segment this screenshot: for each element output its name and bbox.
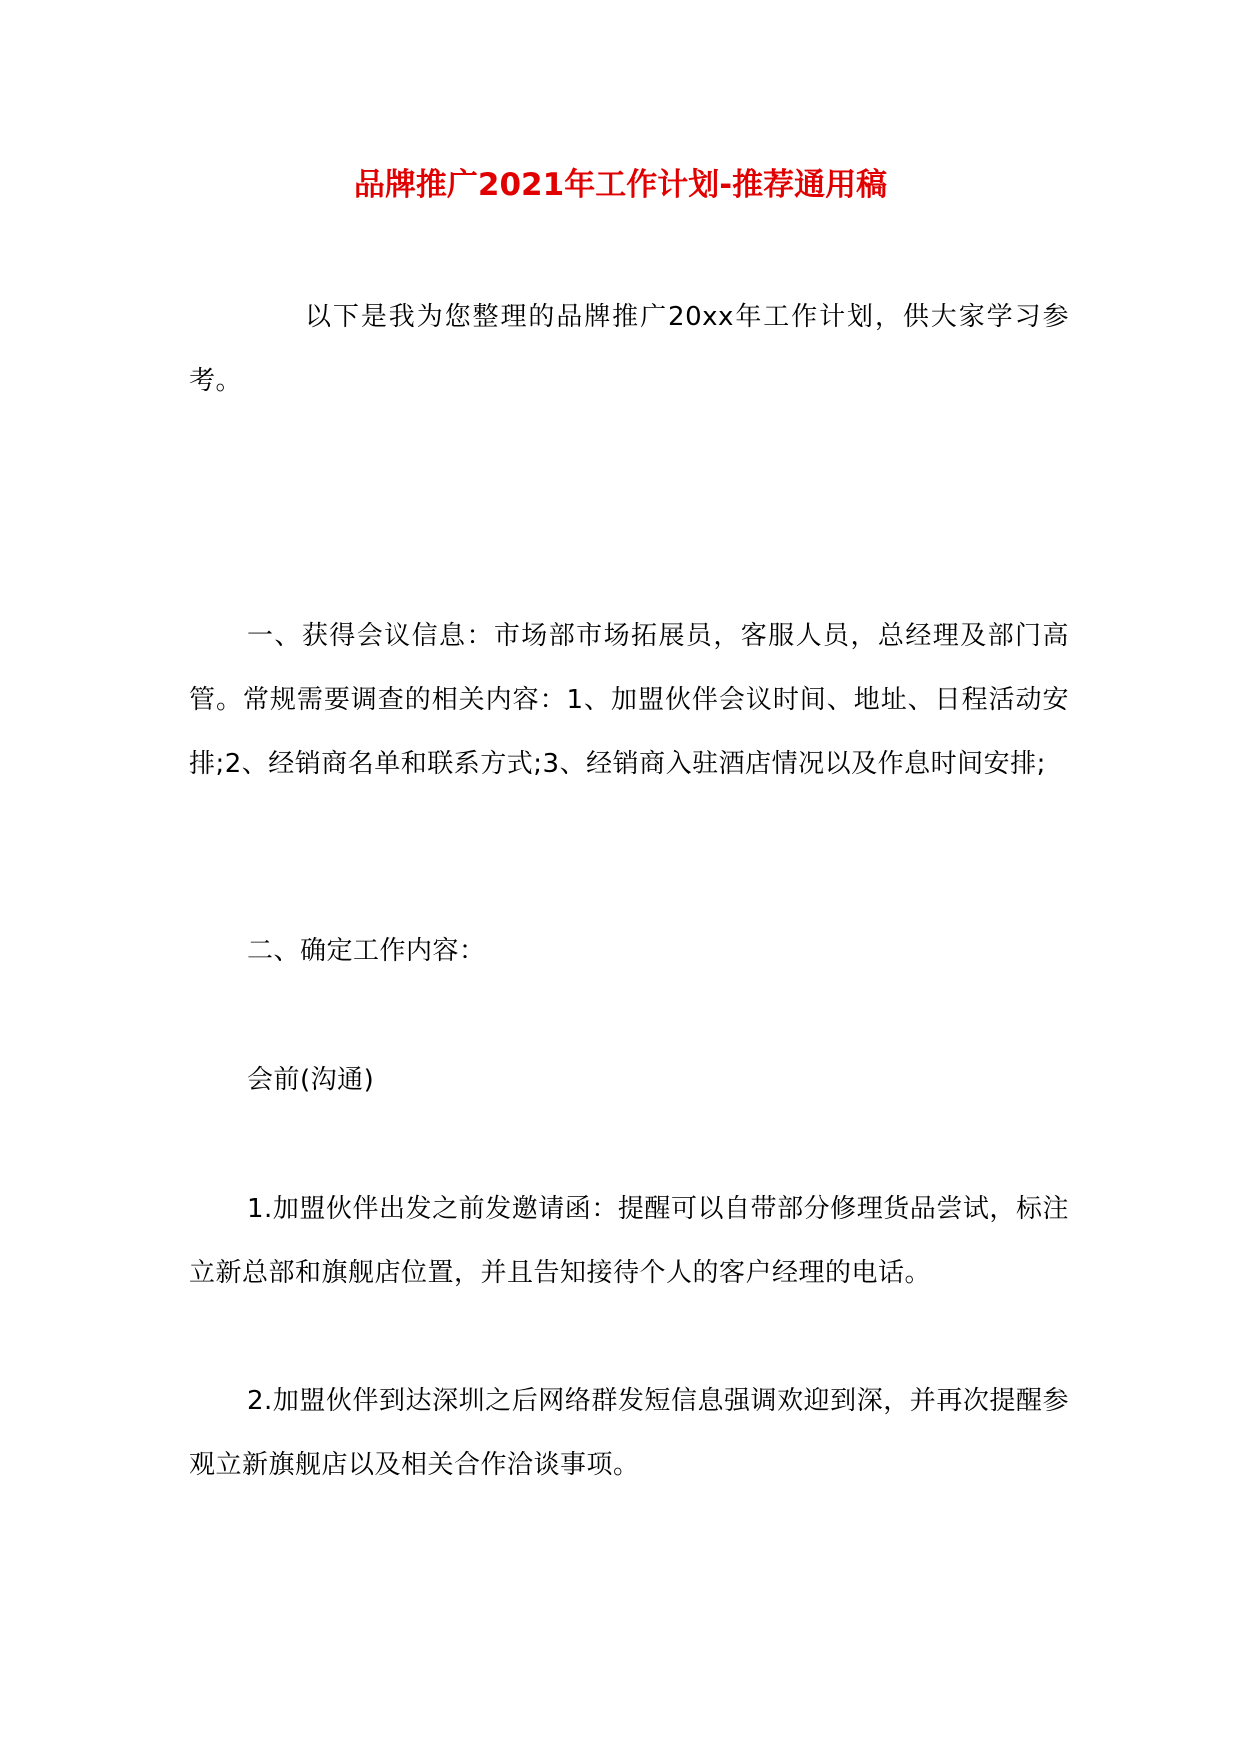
document-title: 品牌推广2021年工作计划-推荐通用稿 [353, 167, 888, 203]
item-two-paragraph: 2.加盟伙伴到达深圳之后网络群发短信息强调欢迎到深，并再次提醒参观立新旗舰店以及相关合作洽谈事项。 [189, 1386, 1069, 1480]
intro-paragraph: 以下是我为您整理的品牌推广20xx年工作计划，供大家学习参考。 [189, 302, 1069, 396]
pre-meeting-heading: 会前(沟通) [247, 1065, 375, 1095]
section-one-paragraph: 一、获得会议信息：市场部市场拓展员，客服人员，总经理及部门高管。常规需要调查的相关内容：1、加盟伙伴会议时间、地址、日程活动安排;2、经销商名单和联系方式;3、经销商入驻酒店情况以及作息时间安排; [189, 621, 1069, 779]
item-one-paragraph: 1.加盟伙伴出发之前发邀请函：提醒可以自带部分修理货品尝试，标注立新总部和旗舰店位置，并且告知接待个人的客户经理的电话。 [189, 1194, 1069, 1288]
section-two-heading: 二、确定工作内容： [247, 936, 486, 966]
